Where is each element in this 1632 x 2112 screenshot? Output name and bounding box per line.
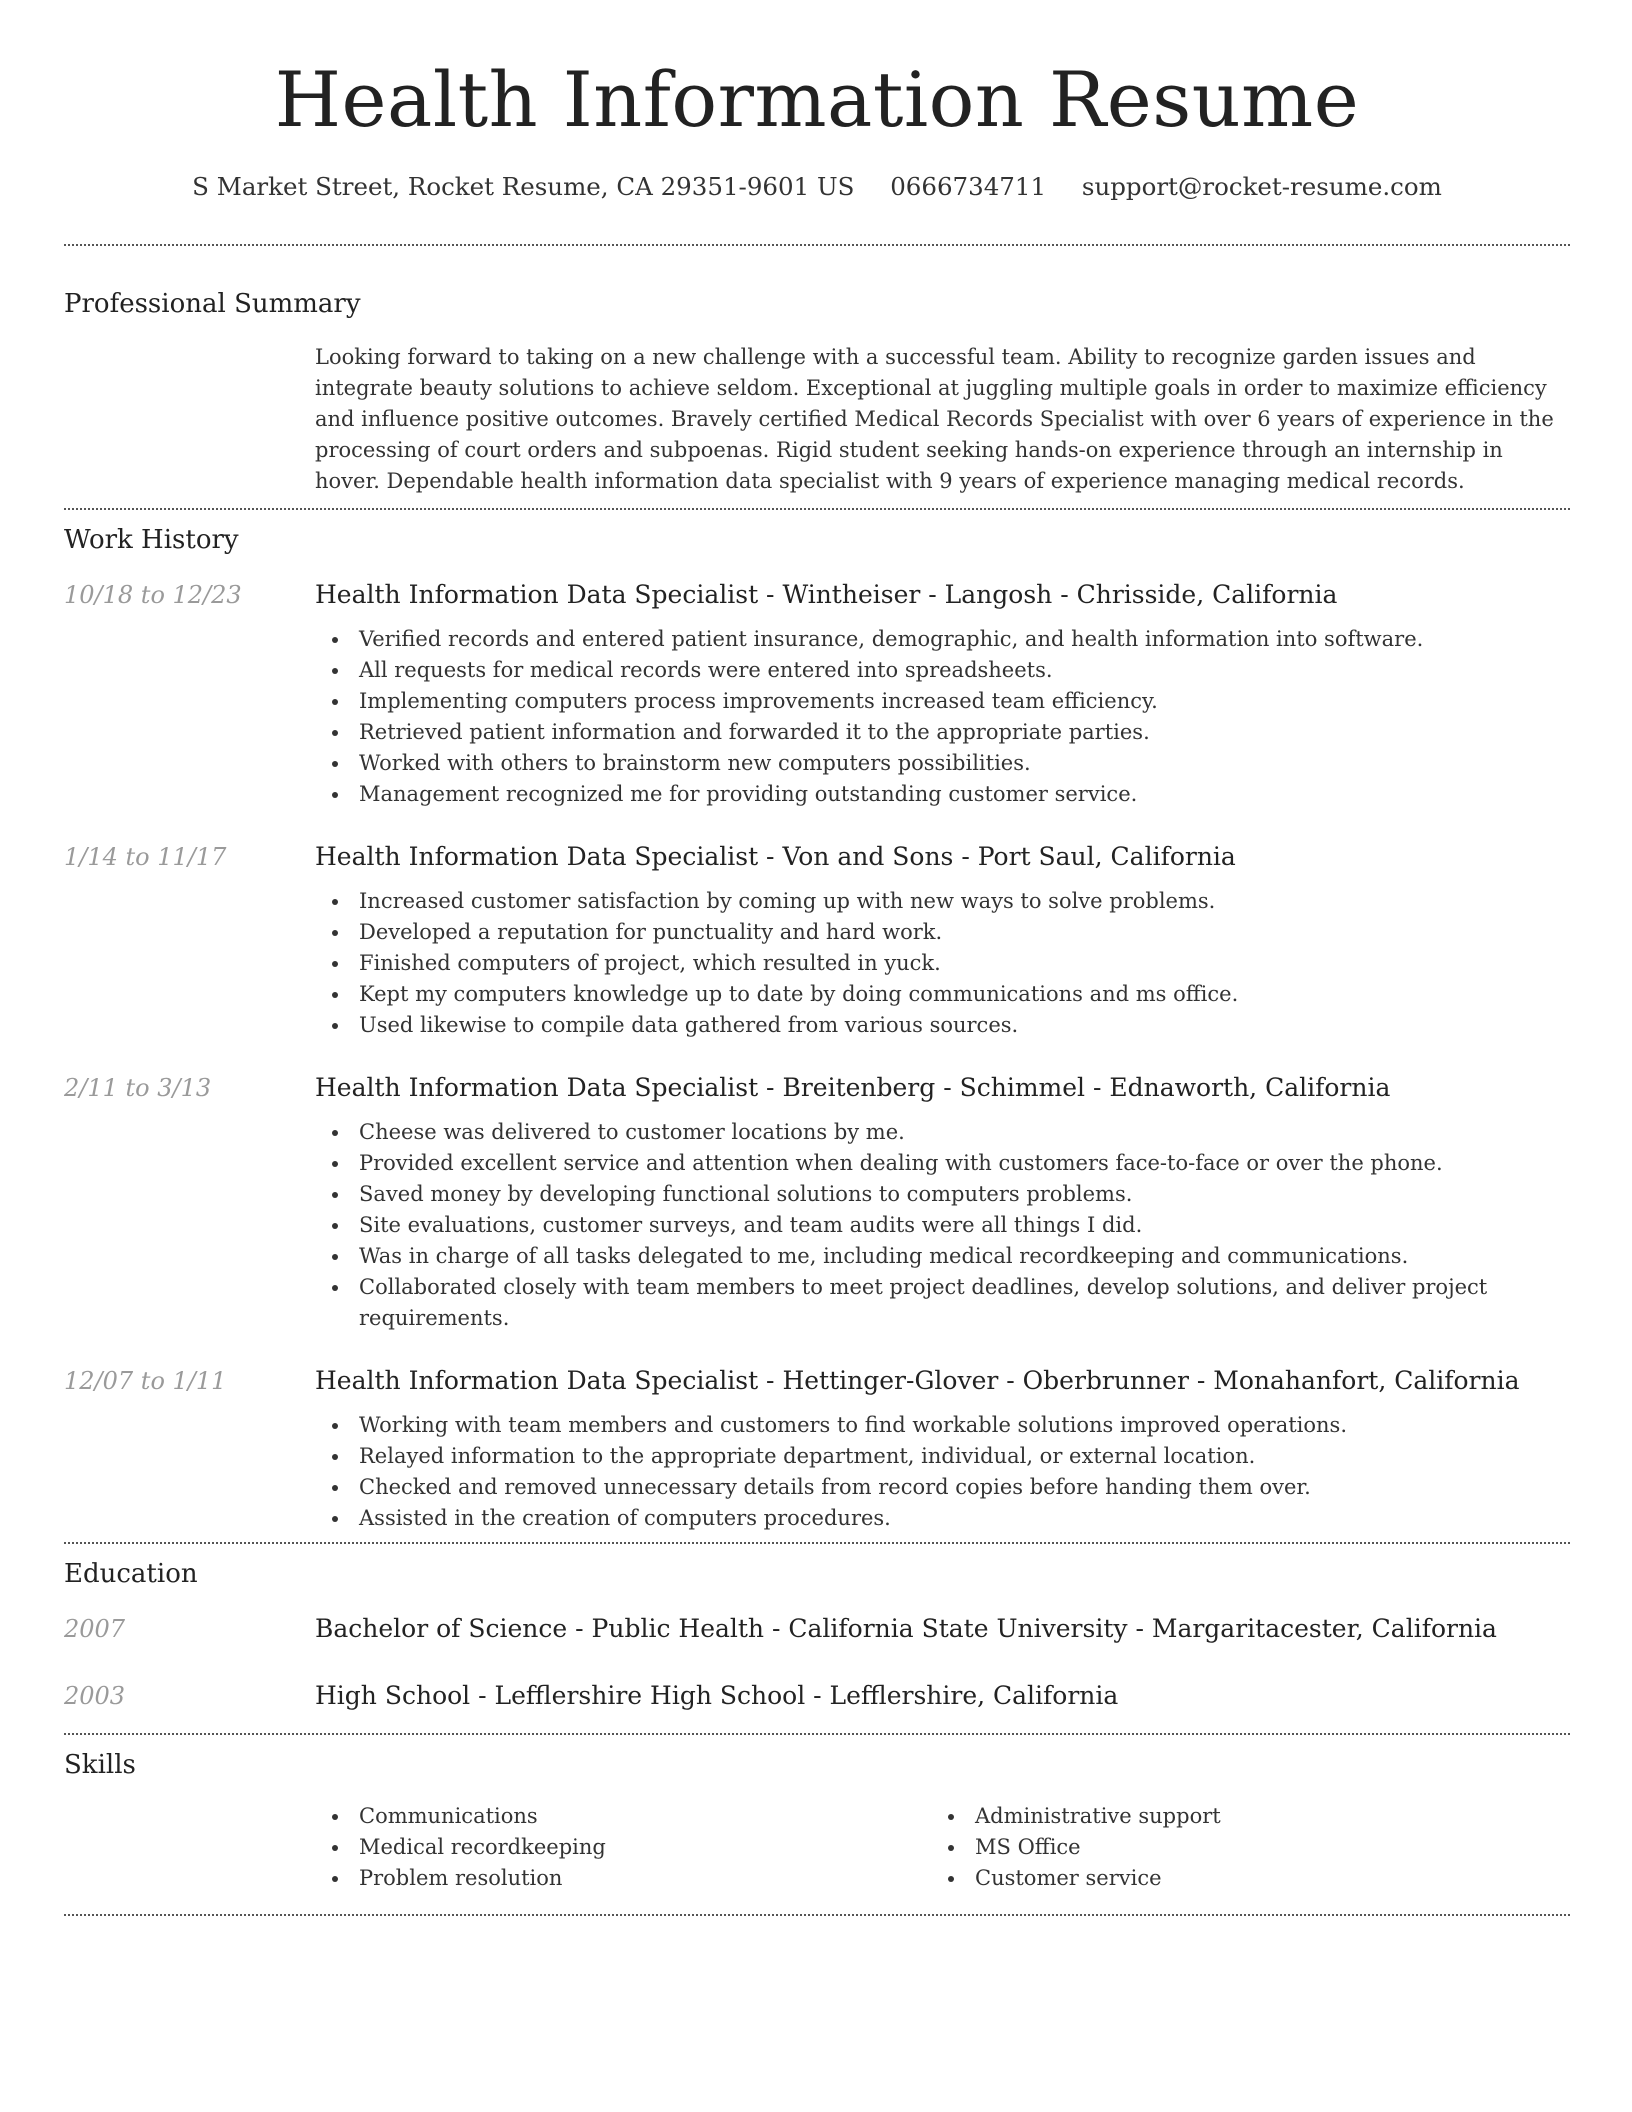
resume-title: Health Information Resume bbox=[274, 55, 1360, 144]
summary-heading: Professional Summary bbox=[64, 289, 361, 319]
section-divider bbox=[64, 1733, 1570, 1735]
job-bullets bbox=[315, 1117, 1570, 1334]
skill-item: Customer service bbox=[931, 1863, 1547, 1894]
list-item: Relayed information to the appropriate department, individual, or external location. bbox=[315, 1441, 1570, 1472]
contact-address: S Market Street, Rocket Resume, CA 29351-9601 US bbox=[192, 172, 855, 201]
education-title: Bachelor of Science - Public Health - California State University - Margaritacester, California bbox=[315, 1614, 1497, 1643]
education-entry bbox=[64, 1679, 1570, 1713]
list-item: Assisted in the creation of computers procedures. bbox=[315, 1503, 1570, 1534]
list-item: Was in charge of all tasks delegated to me, including medical recordkeeping and communications. bbox=[315, 1241, 1570, 1272]
section-divider bbox=[64, 1542, 1570, 1544]
list-item: Finished computers of project, which resulted in yuck. bbox=[315, 948, 1570, 979]
section-divider bbox=[64, 508, 1570, 510]
list-item: Management recognized me for providing outstanding customer service. bbox=[315, 779, 1570, 810]
education-title: High School - Lefflershire High School - Lefflershire, California bbox=[315, 1681, 1119, 1710]
education-year: 2007 bbox=[64, 1615, 126, 1643]
skills-list bbox=[315, 1801, 1570, 1894]
job-bullets bbox=[315, 624, 1570, 810]
list-item: Working with team members and customers to find workable solutions improved operations. bbox=[315, 1410, 1570, 1441]
education-entry bbox=[64, 1612, 1570, 1646]
skill-item: MS Office bbox=[931, 1832, 1547, 1863]
list-item: Verified records and entered patient insurance, demographic, and health information into software. bbox=[315, 624, 1570, 655]
work-history-heading: Work History bbox=[64, 525, 239, 555]
list-item: Retrieved patient information and forwarded it to the appropriate parties. bbox=[315, 717, 1570, 748]
section-divider bbox=[64, 1914, 1570, 1916]
job-title: Health Information Data Specialist - Von and Sons - Port Saul, California bbox=[315, 842, 1236, 871]
list-item: Developed a reputation for punctuality and hard work. bbox=[315, 917, 1570, 948]
resume-page bbox=[64, 0, 1570, 1916]
skill-item: Medical recordkeeping bbox=[315, 1832, 931, 1863]
summary-text: Looking forward to taking on a new challenge with a successful team. Ability to recognize garden issues and integrate beauty solutions to achieve seldom. Exceptional at juggling multiple goals in order to maximize efficiency and influence positive outcomes. Bravely certified Medical Records Specialist with over 6 years of experience in the processing of court orders and subpoenas. Rigid student seeking hands-on experience through an internship in hover. Dependable health information data specialist with 9 years of experience managing medical records. bbox=[315, 345, 1554, 493]
list-item: Collaborated closely with team members to meet project deadlines, develop solutions, and deliver project requirements. bbox=[315, 1272, 1570, 1334]
job-dates: 1/14 to 11/17 bbox=[64, 843, 227, 871]
job-title: Health Information Data Specialist - Wintheiser - Langosh - Chrisside, California bbox=[315, 580, 1338, 609]
job-entry bbox=[64, 1071, 1570, 1334]
list-item: Worked with others to brainstorm new computers possibilities. bbox=[315, 748, 1570, 779]
list-item: All requests for medical records were entered into spreadsheets. bbox=[315, 655, 1570, 686]
contact-email: support@rocket-resume.com bbox=[1081, 172, 1442, 201]
skill-item: Administrative support bbox=[931, 1801, 1547, 1832]
job-entry bbox=[64, 578, 1570, 810]
list-item: Implementing computers process improvements increased team efficiency. bbox=[315, 686, 1570, 717]
job-entry bbox=[64, 840, 1570, 1041]
list-item: Increased customer satisfaction by coming up with new ways to solve problems. bbox=[315, 886, 1570, 917]
skills-column-right bbox=[931, 1801, 1547, 1894]
list-item: Kept my computers knowledge up to date by doing communications and ms office. bbox=[315, 979, 1570, 1010]
list-item: Checked and removed unnecessary details from record copies before handing them over. bbox=[315, 1472, 1570, 1503]
job-title: Health Information Data Specialist - Breitenberg - Schimmel - Ednaworth, California bbox=[315, 1073, 1391, 1102]
skills-column-left bbox=[315, 1801, 931, 1894]
skill-item: Communications bbox=[315, 1801, 931, 1832]
contact-phone: 0666734711 bbox=[890, 172, 1047, 201]
job-entry bbox=[64, 1364, 1570, 1534]
skills-heading: Skills bbox=[64, 1750, 136, 1780]
contact-line bbox=[64, 170, 1570, 204]
job-dates: 2/11 to 3/13 bbox=[64, 1074, 212, 1102]
list-item: Saved money by developing functional solutions to computers problems. bbox=[315, 1179, 1570, 1210]
list-item: Provided excellent service and attention when dealing with customers face-to-face or over the phone. bbox=[315, 1148, 1570, 1179]
section-divider bbox=[64, 244, 1570, 246]
job-dates: 12/07 to 1/11 bbox=[64, 1367, 227, 1395]
job-bullets bbox=[315, 886, 1570, 1041]
list-item: Cheese was delivered to customer locations by me. bbox=[315, 1117, 1570, 1148]
job-dates: 10/18 to 12/23 bbox=[64, 581, 242, 609]
skill-item: Problem resolution bbox=[315, 1863, 931, 1894]
job-bullets bbox=[315, 1410, 1570, 1534]
list-item: Site evaluations, customer surveys, and team audits were all things I did. bbox=[315, 1210, 1570, 1241]
education-year: 2003 bbox=[64, 1682, 126, 1710]
education-heading: Education bbox=[64, 1559, 198, 1589]
job-title: Health Information Data Specialist - Hettinger-Glover - Oberbrunner - Monahanfort, California bbox=[315, 1366, 1520, 1395]
list-item: Used likewise to compile data gathered from various sources. bbox=[315, 1010, 1570, 1041]
